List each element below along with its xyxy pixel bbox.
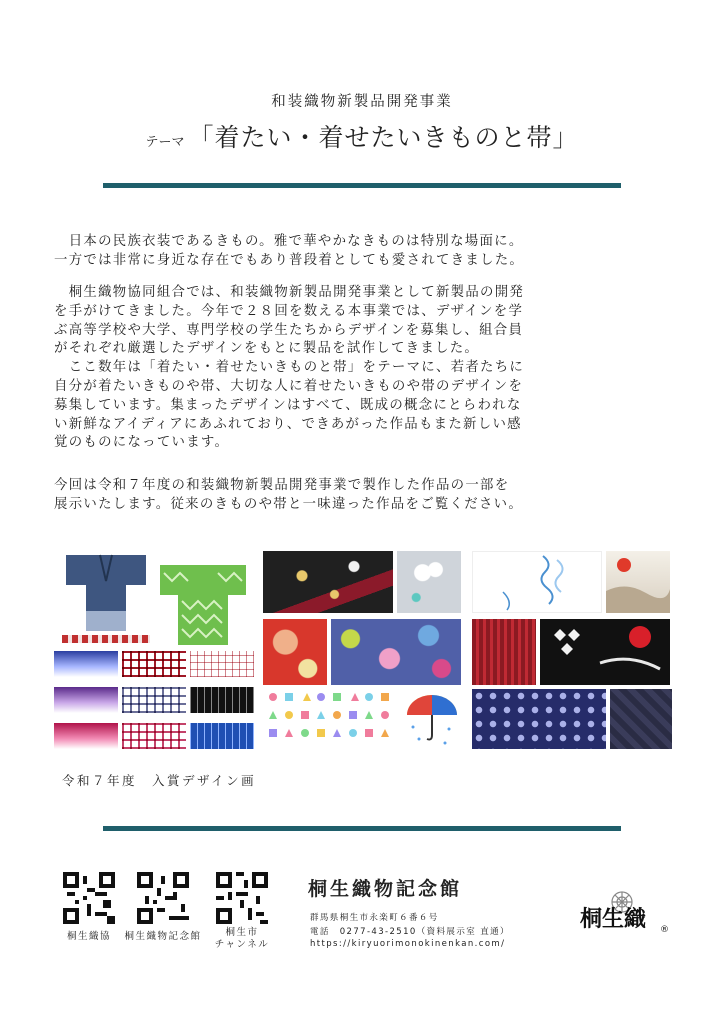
qr-code-kiryu-channel[interactable] <box>216 872 268 924</box>
qr-label-kinenkan: 桐生織物記念館 <box>124 931 202 942</box>
bottom-divider <box>103 826 621 831</box>
qr-label-kiryu-orikyo: 桐生織協 <box>66 931 111 942</box>
images-caption: 令和７年度 入賞デザイン画 <box>62 773 257 788</box>
pink-grid-pattern <box>122 723 186 749</box>
black-sakura-fabric-image <box>263 551 393 613</box>
theme-title: 「着たい・着せたいきものと帯」 <box>188 123 579 152</box>
phone-label: 電話 <box>310 927 330 937</box>
water-wave-kimono-image <box>472 551 602 613</box>
top-divider <box>103 183 621 188</box>
project-subtitle: 和装織物新製品開発事業 <box>271 94 453 110</box>
red-border-strip <box>62 635 150 643</box>
blue-diamond-pattern <box>54 651 118 677</box>
qr-label-line2: チャンネル <box>214 939 270 950</box>
design-image-group-1 <box>54 551 254 751</box>
exhibit-paragraph: 今回は令和７年度の和装織物新製品開発事業で製作した作品の一部を 展示いたします。従来のきものや帯と一味違った作品をご覧ください。 <box>54 478 524 512</box>
qr-block-kinenkan <box>120 872 206 943</box>
navy-check-fabric-image <box>610 689 672 749</box>
black-camellia-obi-image <box>540 619 670 685</box>
museum-phone <box>310 925 510 937</box>
purple-diamond-pattern <box>54 687 118 713</box>
denim-kimono-image <box>62 551 150 633</box>
design-image-group-2 <box>263 551 463 751</box>
qr-block-kiryu-orikyo <box>60 872 118 943</box>
logo-text: 桐生織 <box>580 906 647 932</box>
red-stripe-kimono-image <box>472 619 536 685</box>
pink-diamond-pattern <box>54 723 118 749</box>
theme-label: テーマ <box>145 135 185 150</box>
red-grid-pattern <box>122 651 186 677</box>
museum-url-link[interactable]: https://kiryuorimonokinenkan.com/ <box>310 939 506 949</box>
grey-cloud-fabric-image <box>397 551 461 613</box>
blue-wave-grid-pattern <box>190 723 254 749</box>
pink-wave-grid-pattern <box>190 651 254 677</box>
navy-hexagon-fabric-image <box>472 689 606 749</box>
umbrella-image <box>401 689 463 749</box>
red-rabbit-fabric-image <box>263 619 327 685</box>
qr-label-line1: 桐生市 <box>225 927 259 938</box>
history-paragraph: 桐生織物協同組合では、和装織物新製品開発事業として新製品の開発 を手がけてきました。今年で２８回を数える本事業では、デザインを学 ぶ高等学校や大学、専門学校の学生たちからデザインを募集し、組合員 がそれぞれ厳選したデザインをもとに製品を試作してきました。 ここ数年は「着たい・着せたいきものと帯」をテーマに、若者たちに 自分が着たいきものや帯、大切な人に着せたいきものや帯のデザインを 募集しています。集まったデザインはすべて、既成の概念にとらわれな い新鮮なアイディアにあふれており、できあがった作品もまた新しい感 覚のものになっています。 <box>54 285 525 451</box>
green-arrow-kimono-image <box>154 551 252 647</box>
black-wave-grid-pattern <box>190 687 254 713</box>
phone-number: 0277-43-2510（資料展示室 直通） <box>339 927 510 937</box>
logo-registered-mark: ® <box>660 925 669 935</box>
intro-paragraph: 日本の民族衣装であるきもの。雅で華やかなきものは特別な場面に。 一方では非常に身近な存在でもあり普段着としても愛されてきました。 <box>54 234 525 268</box>
hydrangea-fabric-image <box>331 619 461 685</box>
sunset-kimono-image <box>606 551 670 613</box>
museum-address: 群馬県桐生市永楽町６番６号 <box>310 913 439 923</box>
qr-code-kinenkan[interactable] <box>137 872 189 924</box>
museum-name: 桐生織物記念館 <box>308 878 463 900</box>
kiryu-ori-logo <box>572 888 672 938</box>
geometric-shapes-image <box>263 689 397 749</box>
qr-block-kiryu-channel <box>212 872 272 951</box>
qr-label-kiryu-channel <box>212 927 272 951</box>
design-image-group-3 <box>472 551 672 751</box>
theme-heading <box>0 118 724 154</box>
qr-code-kiryu-orikyo[interactable] <box>63 872 115 924</box>
grey-grid-pattern <box>122 687 186 713</box>
